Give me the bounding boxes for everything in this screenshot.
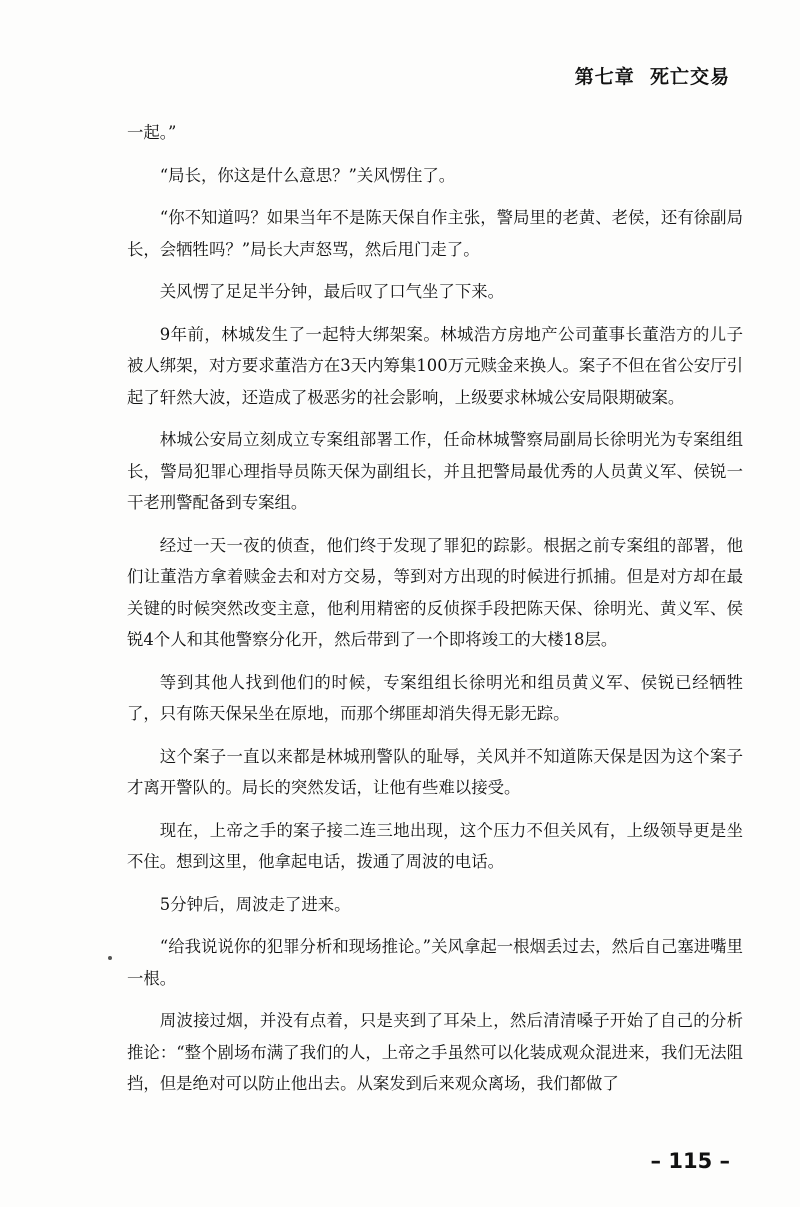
paragraph: 经过一天一夜的侦查，他们终于发现了罪犯的踪影。根据之前专案组的部署，他们让董浩方拿着赎金去和对方交易，等到对方出现的时候进行抓捕。但是对方却在最关键的时候突然改变主意，他利用精密的反侦探手段把陈天保、徐明光、黄义军、侯锐4个人和其他警察分化开，然后带到了一个即将竣工的大楼18层。 bbox=[127, 535, 743, 649]
paragraph: 现在，上帝之手的案子接二连三地出现，这个压力不但关风有，上级领导更是坐不住。想到这里，他拿起电话，拨通了周波的电话。 bbox=[127, 820, 743, 871]
paragraph: 9年前，林城发生了一起特大绑架案。林城浩方房地产公司董事长董浩方的儿子被人绑架，对方要求董浩方在3天内筹集100万元赎金来换人。案子不但在省公安厅引起了轩然大波，还造成了极恶劣的社会影响，上级要求林城公安局限期破案。 bbox=[127, 324, 743, 407]
paragraph: “你不知道吗？如果当年不是陈天保自作主张，警局里的老黄、老侯，还有徐副局长，会牺牲吗？”局长大声怒骂，然后甩门走了。 bbox=[127, 208, 743, 259]
paragraph: 一起。” bbox=[127, 123, 177, 142]
paragraph: 等到其他人找到他们的时候，专案组组长徐明光和组员黄义军、侯锐已经牺牲了，只有陈天保呆坐在原地，而那个绑匪却消失得无影无踪。 bbox=[127, 672, 743, 723]
paragraph: 5分钟后，周波走了进来。 bbox=[159, 894, 351, 914]
scan-speck bbox=[108, 956, 112, 960]
body-text bbox=[127, 117, 743, 1111]
chapter-running-header: 第七章 死亡交易 bbox=[574, 66, 730, 88]
paragraph: 关风愣了足足半分钟，最后叹了口气坐了下来。 bbox=[159, 282, 504, 301]
paragraph: “给我说说你的犯罪分析和现场推论。”关风拿起一根烟丢过去，然后自己塞进嘴里一根。 bbox=[127, 937, 743, 988]
paragraph: 林城公安局立刻成立专案组部署工作，任命林城警察局副局长徐明光为专案组组长，警局犯罪心理指导员陈天保为副组长，并且把警局最优秀的人员黄义军、侯锐一干老刑警配备到专案组。 bbox=[127, 430, 743, 512]
paragraph: “局长，你这是什么意思？”关风愣住了。 bbox=[159, 165, 456, 185]
paragraph: 周波接过烟，并没有点着，只是夹到了耳朵上，然后清清嗓子开始了自己的分析推论：“整个剧场布满了我们的人，上帝之手虽然可以化装成观众混进来，我们无法阻挡，但是绝对可以防止他出去。从案发到后来观众离场，我们都做了 bbox=[127, 1011, 743, 1093]
page-number: – 115 – bbox=[650, 1149, 730, 1173]
paragraph: 这个案子一直以来都是林城刑警队的耻辱，关风并不知道陈天保是因为这个案子才离开警队的。局长的突然发话，让他有些难以接受。 bbox=[127, 746, 743, 797]
